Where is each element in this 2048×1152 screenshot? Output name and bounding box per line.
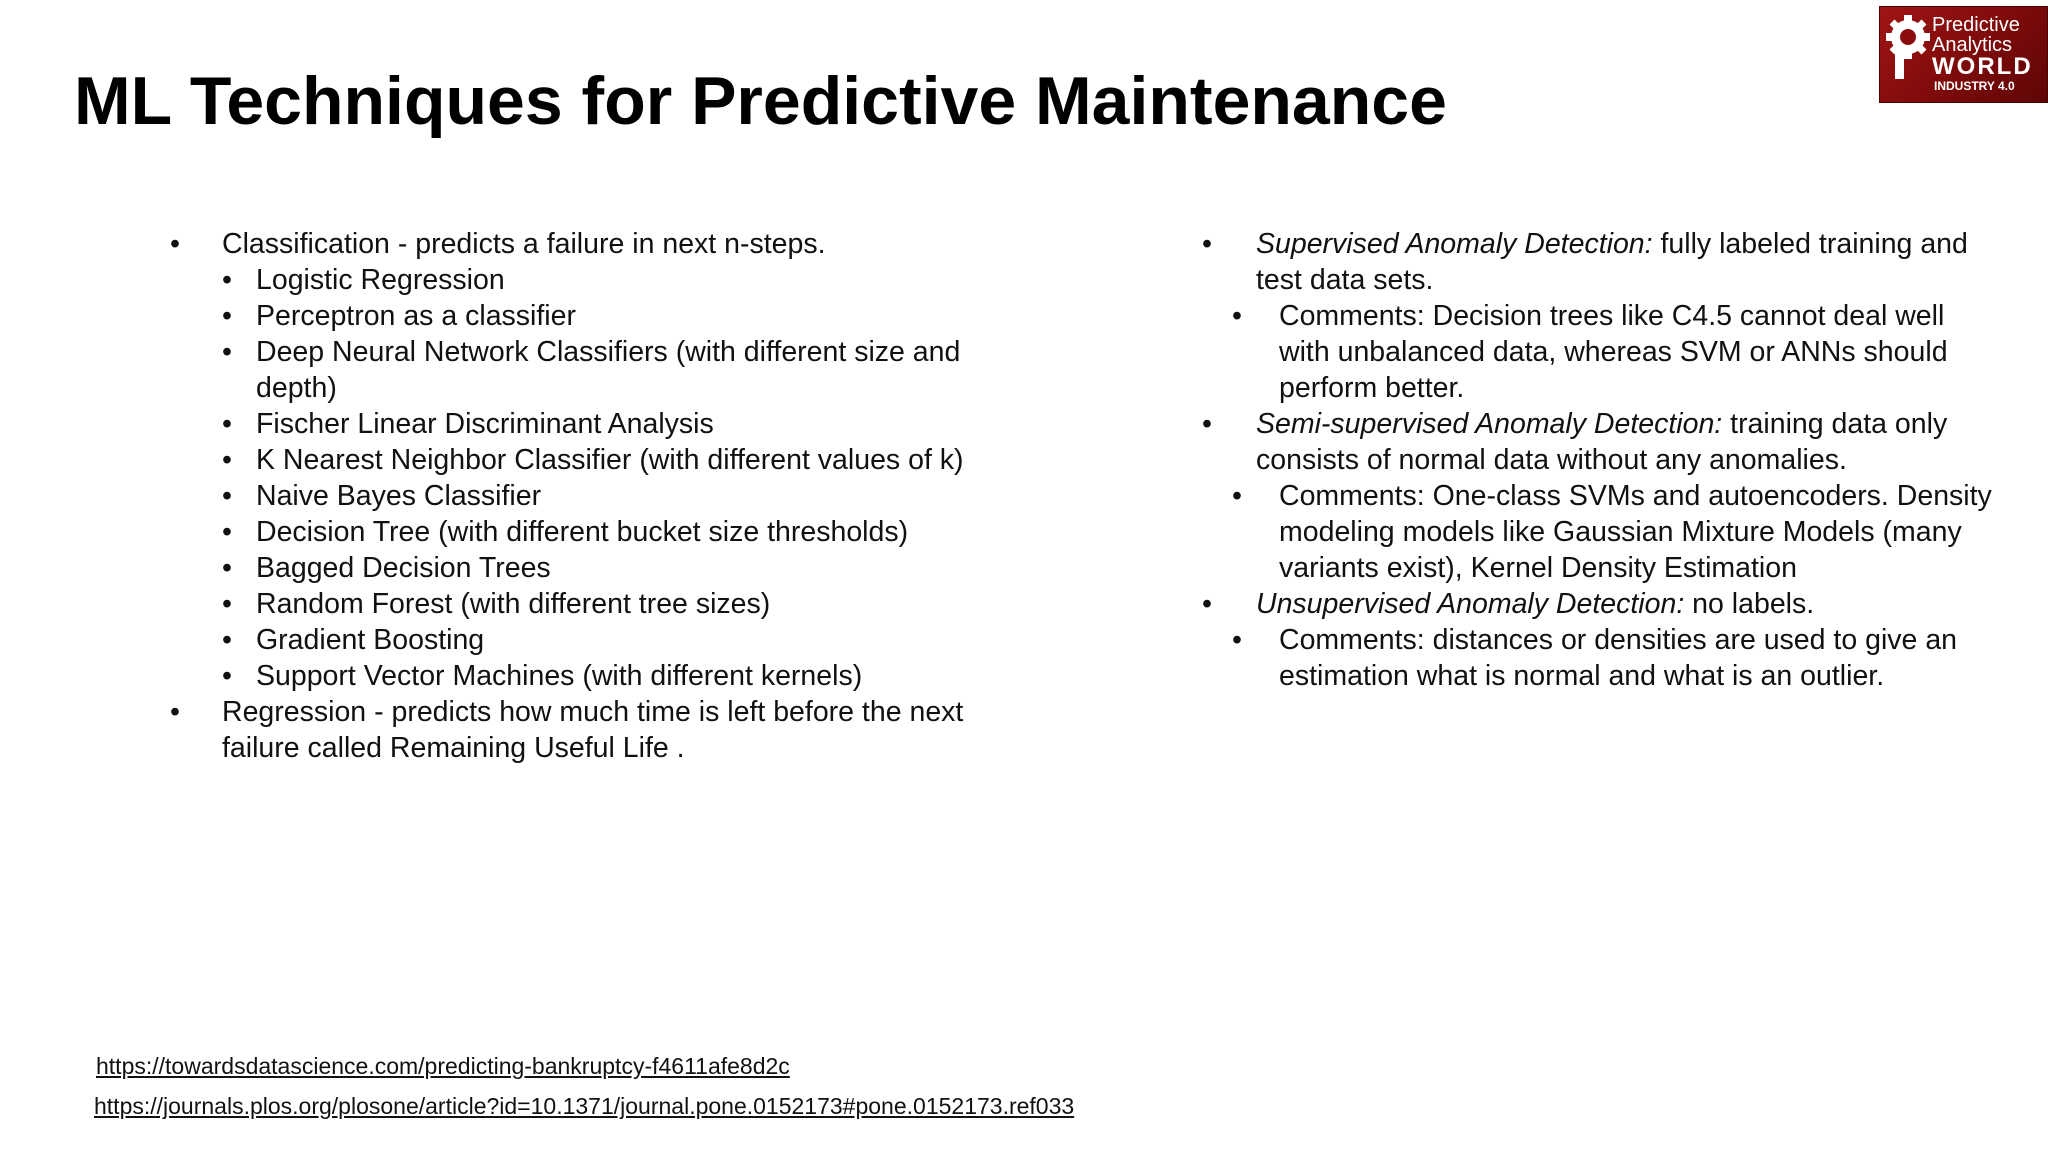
classification-label: Classification - predicts a failure in next n-steps.	[222, 228, 826, 260]
list-item: • Decision Tree (with different bucket size thresholds)	[222, 514, 1030, 550]
supervised-item	[1202, 226, 2002, 298]
unsupervised-desc: no labels.	[1684, 588, 1815, 620]
reference-link[interactable]: https://journals.plos.org/plosone/article?id=10.1371/journal.pone.0152173#pone.0152173.ref033	[94, 1093, 1075, 1119]
reference-link[interactable]: https://towardsdatascience.com/predicting-bankruptcy-f4611afe8d2c	[96, 1053, 790, 1079]
logo-text	[1932, 15, 2033, 93]
unsupervised-item	[1202, 586, 2002, 622]
list-item: • K Nearest Neighbor Classifier (with different values of k)	[222, 442, 1030, 478]
list-item: • Logistic Regression	[222, 262, 1030, 298]
logo-line-3: WORLD	[1932, 53, 2033, 80]
gear-p-icon	[1882, 13, 1934, 83]
list-item: • Deep Neural Network Classifiers (with different size and depth)	[222, 334, 1030, 406]
classification-item	[170, 226, 1030, 262]
supervised-desc: fully labeled training and test data sets.	[1256, 228, 1968, 296]
list-item: • Bagged Decision Trees	[222, 550, 1030, 586]
semi-supervised-desc: training data only consists of normal data without any anomalies.	[1256, 408, 1948, 476]
unsupervised-comment: • Comments: distances or densities are used to give an estimation what is normal and what is an outlier.	[1232, 622, 2002, 694]
reference-links	[96, 1046, 1074, 1126]
list-item: • Fischer Linear Discriminant Analysis	[222, 406, 1030, 442]
unsupervised-term: Unsupervised Anomaly Detection:	[1256, 588, 1685, 620]
semi-supervised-item	[1202, 406, 2002, 478]
slide-title: ML Techniques for Predictive Maintenance	[74, 63, 1447, 139]
list-item: • Support Vector Machines (with different kernels)	[222, 658, 1030, 694]
regression-item	[170, 694, 1030, 766]
predictive-analytics-world-logo	[1879, 6, 2048, 103]
list-item: • Random Forest (with different tree sizes)	[222, 586, 1030, 622]
classification-sublist	[222, 262, 1030, 694]
semi-supervised-comment: • Comments: One-class SVMs and autoencoders. Density modeling models like Gaussian Mixture Models (many variants exist), Kernel Density Estimation	[1232, 478, 2002, 586]
supervised-comment: • Comments: Decision trees like C4.5 cannot deal well with unbalanced data, whereas SVM or ANNs should perform better.	[1232, 298, 2002, 406]
semi-supervised-term: Semi-supervised Anomaly Detection:	[1256, 408, 1723, 440]
right-column	[1202, 226, 2002, 694]
list-item: • Naive Bayes Classifier	[222, 478, 1030, 514]
logo-line-4: INDUSTRY 4.0	[1934, 79, 2015, 93]
list-item: • Perceptron as a classifier	[222, 298, 1030, 334]
supervised-term: Supervised Anomaly Detection:	[1256, 228, 1653, 260]
logo-line-1: Predictive	[1932, 14, 2020, 36]
left-column	[170, 226, 1030, 766]
logo-line-2: Analytics	[1932, 34, 2013, 56]
regression-label: Regression - predicts how much time is left before the next failure called Remaining Useful Life .	[222, 696, 964, 764]
list-item: • Gradient Boosting	[222, 622, 1030, 658]
